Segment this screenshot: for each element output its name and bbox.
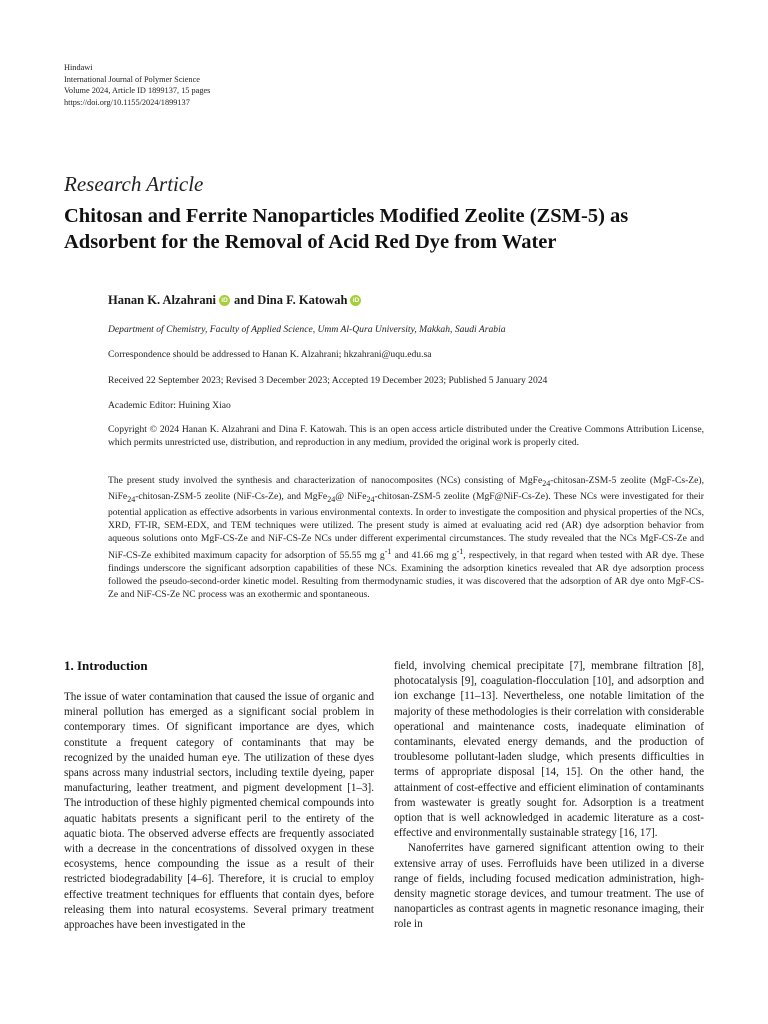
paragraph: Nanoferrites have garnered significant attention owing to their extensive array of uses. Ferrofluids have been utilized in a diverse range of fields, including focused medication administration, high-density magnetic storage devices, and tumour treatment. The use of nanoparticles as contrast agents in magnetic resonance imaging, their role in bbox=[394, 842, 704, 931]
copyright-notice: Copyright © 2024 Hanan K. Alzahrani and Dina F. Katowah. This is an open access article distributed under the Creative Commons Attribution License, which permits unrestricted use, distribution, and reproduction in any medium, provided the original work is properly cited. bbox=[108, 424, 704, 448]
orcid-icon[interactable]: iD bbox=[350, 295, 361, 306]
journal-header bbox=[64, 62, 210, 108]
affiliation: Department of Chemistry, Faculty of Applied Science, Umm Al-Qura University, Makkah, Saudi Arabia bbox=[108, 324, 506, 335]
publisher-name: Hindawi bbox=[64, 63, 93, 72]
author-name[interactable]: and Dina F. Katowah bbox=[234, 293, 348, 307]
journal-name: International Journal of Polymer Science bbox=[64, 74, 200, 84]
author-line bbox=[108, 293, 365, 308]
doi-link[interactable]: https://doi.org/10.1155/2024/1899137 bbox=[64, 97, 190, 107]
orcid-icon[interactable]: iD bbox=[219, 295, 230, 306]
paragraph: The issue of water contamination that caused the issue of organic and mineral pollution has emerged as a significant social problem in contemporary times. Of significant importance are dyes, which constitute a frequent category of contaminants that may be recognized by the unaided human eye. The utilization of these dyes spans across many industrial sectors, including textile dyeing, paper manufacturing, leather treatment, and pigment development [1–3]. The introduction of these highly pigmented chemical compounds into aquatic habitats presents a significant peril to the entirety of the aquatic biota. The observed adverse effects are frequently associated with a decrease in the concentrations of dissolved oxygen in these ecosystems, hence compounding the issue as a result of their restricted biodegradability [4–6]. Therefore, it is crucial to employ effective treatment techniques for effluents that contain dyes, before releasing them into natural ecosystems. Several primary treatment approaches have been investigated in the bbox=[64, 691, 374, 932]
publication-dates: Received 22 September 2023; Revised 3 December 2023; Accepted 19 December 2023; Published 5 January 2024 bbox=[108, 375, 548, 386]
article-type: Research Article bbox=[64, 172, 204, 196]
academic-editor: Academic Editor: Huining Xiao bbox=[108, 400, 231, 411]
left-column bbox=[64, 690, 374, 933]
volume-line: Volume 2024, Article ID 1899137, 15 pages bbox=[64, 86, 211, 96]
section-heading: 1. Introduction bbox=[64, 658, 148, 673]
abstract: The present study involved the synthesis and characterization of nanocomposites (NCs) consisting of MgFe$_{24}$-chitosan-ZSM-5 zeolite (MgF-Cs-Ze), NiFe$_{24}$-chitosan-ZSM-5 zeolite (NiF-Cs-Ze), and MgFe$_{24}$@ NiFe$_{24}$-chitosan-ZSM-5 zeolite (MgF@NiF-Cs-Ze). These NCs were investigated for their potential application as effective adsorbents in various environmental contexts. In order to investigate the composition and physical properties of the NCs, XRD, FT-IR, SEM-EDX, and TEM techniques were utilized. The present study is aimed at evaluating acid red (AR) dye adsorption behavior from aqueous solutions onto MgF-CS-Ze and NiF-CS-Ze NCs under different experimental circumstances. The study revealed that the NCs MgF-CS-Ze and NiF-CS-Ze exhibited maximum capacity for adsorption of 55.55 mg $g^{-1}$ and 41.66 mg $g^{-1}$, respectively, in that regard when tested with AR dye. These findings underscore the significant adsorption capabilities of these NCs. Examining the adsorption kinetics revealed that AR dye adsorption process followed the pseudo-second-order kinetic model. Resulting from thermodynamic studies, it was discovered that the adsorption of AR dye onto MgF-CS-Ze and NiF-CS-Ze NC process was an exothermic and spontaneous. bbox=[108, 475, 705, 600]
article-title: Chitosan and Ferrite Nanoparticles Modified Zeolite (ZSM-5) as Adsorbent for the Removal of Acid Red Dye from Water bbox=[64, 205, 629, 253]
correspondence: Correspondence should be addressed to Hanan K. Alzahrani; hkzahrani@uqu.edu.sa bbox=[108, 349, 432, 360]
right-column bbox=[394, 659, 704, 933]
paragraph: field, involving chemical precipitate [7], membrane filtration [8], photocatalysis [9], coagulation-flocculation [10], and adsorption and ion exchange [11–13]. Nevertheless, one notable limitation of the majority of these methodologies is their correlation with considerable operational and maintenance costs, inadequate elimination of contaminants, elevated energy demands, and the production of troublesome pollutant-laden sludge, which presents difficulties in terms of appropriate disposal [14, 15]. On the other hand, the attainment of cost-effective and efficient elimination of contaminants from wastewater is greatly sought for. Adsorption is a treatment option that is well acknowledged in academic literature as a cost-effective and environmentally sustainable strategy [16, 17]. bbox=[394, 660, 704, 840]
author-name[interactable]: Hanan K. Alzahrani bbox=[108, 293, 217, 307]
